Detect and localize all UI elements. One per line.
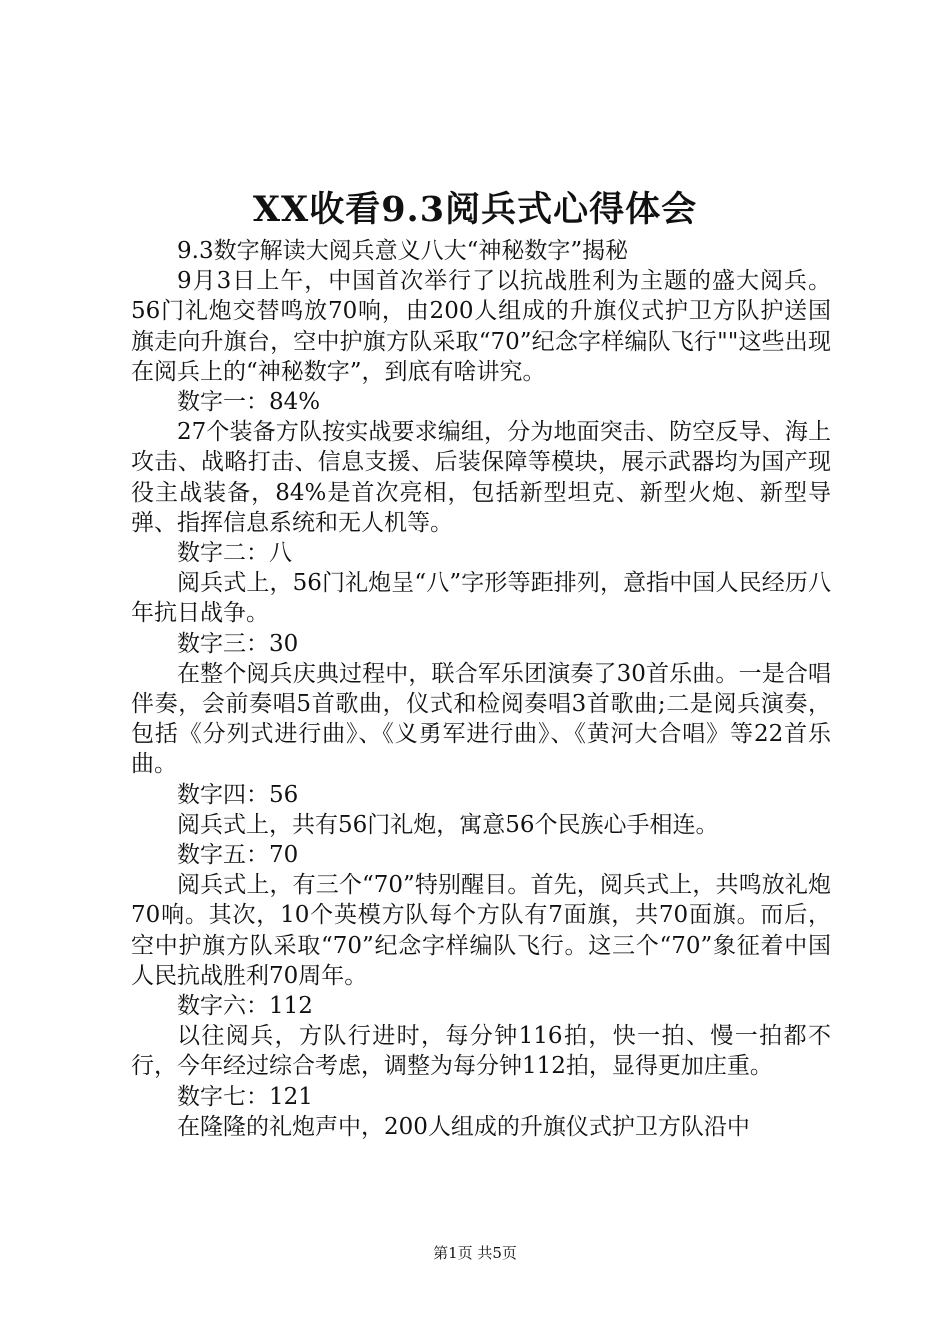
document-title: XX收看9.3阅兵式心得体会 — [252, 189, 698, 230]
paragraph-section-7: 在隆隆的礼炮声中，200人组成的升旗仪式护卫方队沿中 — [177, 1113, 750, 1140]
page-number-footer: 第1页 共5页 — [433, 1244, 517, 1262]
section-heading-7: 数字七：121 — [177, 1083, 313, 1110]
section-heading-5: 数字五：70 — [177, 842, 299, 869]
paragraph-section-6: 以往阅兵，方队行进时，每分钟116拍，快一拍、慢一拍都不行，今年经过综合考虑，调整为每分钟112拍，显得更加庄重。 — [131, 1023, 831, 1080]
section-heading-2: 数字二：八 — [177, 540, 292, 567]
paragraph-section-5: 阅兵式上，有三个“70”特别醒目。首先，阅兵式上，共鸣放礼炮70响。其次，10个英模方队每个方队有7面旗，共70面旗。而后，空中护旗方队采取“70”纪念字样编队飞行。这三个“70”象征着中国人民抗战胜利70周年。 — [131, 872, 831, 989]
paragraph-section-1: 27个装备方队按实战要求编组，分为地面突击、防空反导、海上攻击、战略打击、信息支援、后装保障等模块，展示武器均为国产现役主战装备，84%是首次亮相，包括新型坦克、新型火炮、新型导弹、指挥信息系统和无人机等。 — [131, 419, 831, 536]
paragraph-intro: 9月3日上午，中国首次举行了以抗战胜利为主题的盛大阅兵。56门礼炮交替鸣放70响，由200人组成的升旗仪式护卫方队护送国旗走向升旗台，空中护旗方队采取“70”纪念字样编队飞行""这些出现在阅兵上的“神秘数字”，到底有啥讲究。 — [131, 268, 831, 385]
paragraph-subtitle: 9.3数字解读大阅兵意义八大“神秘数字”揭秘 — [177, 238, 629, 264]
paragraph-section-2: 阅兵式上，56门礼炮呈“八”字形等距排列，意指中国人民经历八年抗日战争。 — [131, 570, 831, 627]
section-heading-4: 数字四：56 — [177, 781, 299, 808]
paragraph-section-3: 在整个阅兵庆典过程中，联合军乐团演奏了30首乐曲。一是合唱伴奏，会前奏唱5首歌曲，仪式和检阅奏唱3首歌曲;二是阅兵演奏，包括《分列式进行曲》、《义勇军进行曲》、《黄河大合唱》等22首乐曲。 — [131, 660, 831, 778]
section-heading-1: 数字一：84% — [177, 389, 321, 416]
section-heading-6: 数字六：112 — [177, 993, 313, 1020]
paragraph-section-4: 阅兵式上，共有56门礼炮，寓意56个民族心手相连。 — [177, 811, 719, 838]
document-body — [131, 236, 831, 1142]
section-heading-3: 数字三：30 — [177, 630, 299, 657]
